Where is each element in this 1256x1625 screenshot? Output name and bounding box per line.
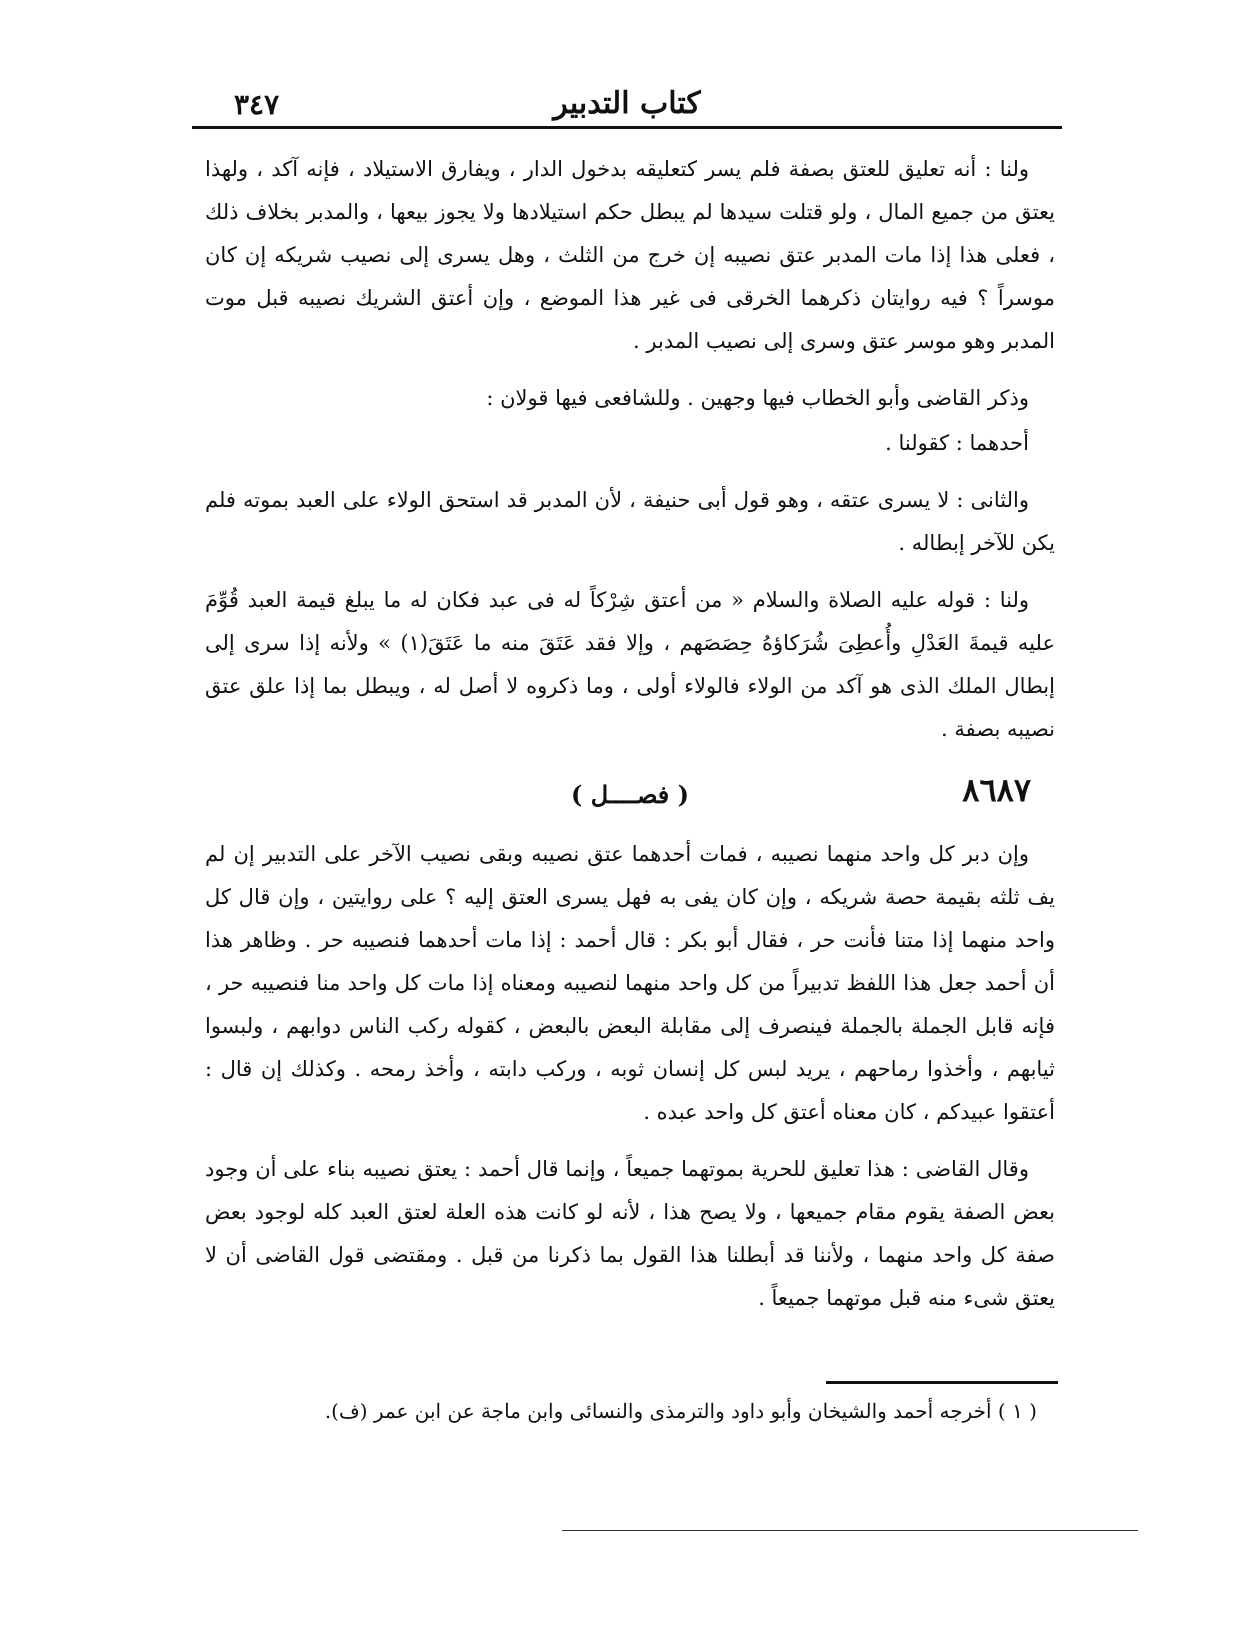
footnote: ( ١ ) أخرجه أحمد والشيخان وأبو داود والترمذى والنسائى وابن ماجة عن ابن عمر (ف). <box>324 1399 1037 1423</box>
paragraph: وقال القاضى : هذا تعليق للحرية بموتهما جميعاً ، وإنما قال أحمد : يعتق نصيبه بناء على أن وجود بعض الصفة يقوم مقام جميعها ، ولا يصح هذا ، لأنه لو كانت هذه العلة لعتق العبد كله لوجود بعض صفة كل واحد منهما ، ولأننا قد أبطلنا هذا القول بما ذكرنا من قبل . ومقتضى قول القاضى أن لا يعتق شىء منه قبل موتهما جميعاً . <box>205 1157 1055 1310</box>
section-number: ٨٦٨٧ <box>962 771 1031 809</box>
footnote-rule <box>826 1381 1058 1384</box>
paragraph: وإن دبر كل واحد منهما نصيبه ، فمات أحدهما عتق نصيبه وبقى نصيب الآخر على التدبير إن لم يف ثلثه بقيمة حصة شريكه ، وإن كان يفى به فهل يسرى العتق إليه ؟ على روايتين ، وإن قال كل واحد منهما إذا متنا فأنت حر ، فقال أبو بكر : قال أحمد : إذا مات أحدهما فنصيبه حر . وظاهر هذا أن أحمد جعل هذا اللفظ تدبيراً من كل واحد منهما لنصيبه ومعناه إذا مات كل واحد منا فنصيبه حر ، فإنه قابل الجملة بالجملة فينصرف إلى مقابلة البعض بالبعض ، كقوله ركب الناس دوابهم ، ولبسوا ثيابهم ، وأخذوا رماحهم ، يريد لبس كل إنسان ثوبه ، وركب دابته ، وأخذ رمحه . وكذلك إن قال : أعتقوا عبيدكم ، كان معناه أعتق كل واحد عبده . <box>205 842 1055 1124</box>
page-number: ٣٤٧ <box>234 88 280 121</box>
main-text <box>205 148 1055 1334</box>
paragraph: أحدهما : كقولنا . <box>885 431 1029 455</box>
paragraph: ولنا : قوله عليه الصلاة والسلام « من أعتق شِرْكاً له فى عبد فكان له ما يبلغ قيمة العبد قُوِّمَ عليه قيمةَ العَدْلِ وأُعطِىَ شُرَكاؤهُ حِصَصَهم ، وإلا فقد عَتَقَ منه ما عَتَقَ(١) » ولأنه إذا سرى إلى إبطال الملك الذى هو آكد من الولاء فالولاء أولى ، وما ذكروه لا أصل له ، ويبطل بما إذا علق عتق نصيبه بصفة . <box>205 588 1055 741</box>
header-rule <box>192 126 1062 129</box>
running-title: كتاب التدبير <box>553 86 701 121</box>
paragraph: ولنا : أنه تعليق للعتق بصفة فلم يسر كتعليقه بدخول الدار ، ويفارق الاستيلاد ، فإنه آكد ، ولهذا يعتق من جميع المال ، ولو قتلت سيدها لم يبطل حكم استيلادها ولا يجوز بيعها ، والمدبر بخلاف ذلك ، فعلى هذا إذا مات المدبر عتق نصيبه إن خرج من الثلث ، وهل يسرى إلى نصيب شريكه إن كان موسراً ؟ فيه روايتان ذكرهما الخرقى فى غير هذا الموضع ، وإن أعتق الشريك نصيبه قبل موت المدبر وهو موسر عتق وسرى إلى نصيب المدبر . <box>205 157 1055 353</box>
bottom-rule <box>562 1530 1138 1531</box>
paragraph: والثانى : لا يسرى عتقه ، وهو قول أبى حنيفة ، لأن المدبر قد استحق الولاء على العبد بموته فلم يكن للآخر إبطاله . <box>205 488 1055 555</box>
page-header <box>192 86 1062 126</box>
section-title: ( فصــــل ) <box>570 780 689 809</box>
section-heading <box>205 765 1055 825</box>
paragraph: وذكر القاضى وأبو الخطاب فيها وجهين . وللشافعى فيها قولان : <box>486 386 1029 410</box>
